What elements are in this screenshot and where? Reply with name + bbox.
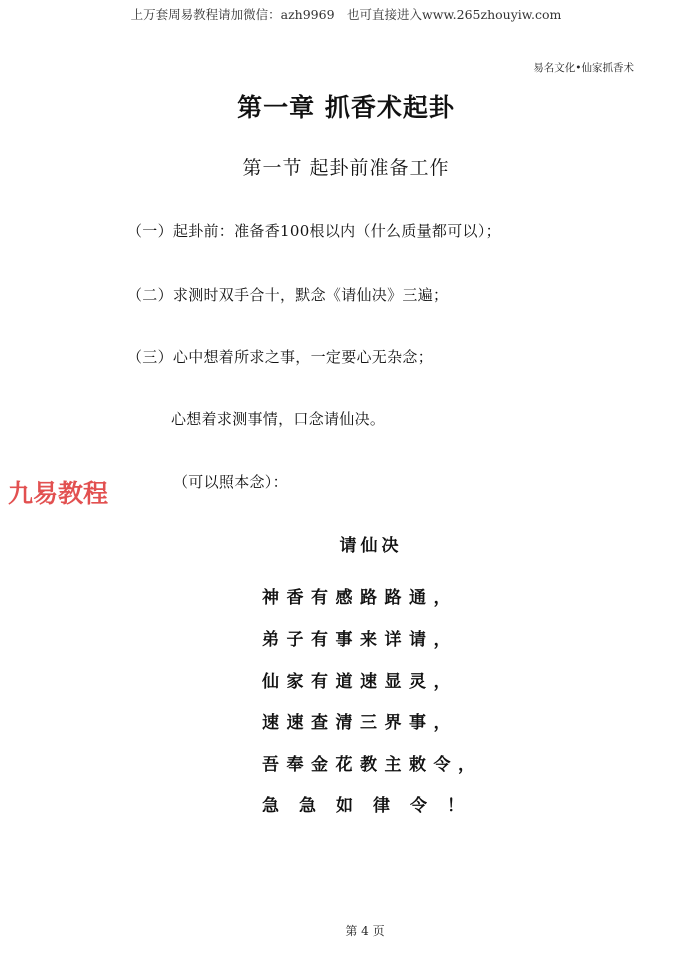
side-watermark-logo: 九易教程	[8, 479, 109, 508]
poem-line-6: 急急如律令！	[262, 796, 484, 816]
page-number: 第 4 页	[345, 924, 385, 938]
section-title: 第一节 起卦前准备工作	[242, 157, 450, 179]
body-line-1: （一）起卦前：准备香100根以内（什么质量都可以）；	[127, 222, 501, 240]
poem-line-5: 吾奉金花教主敕令，	[262, 755, 483, 775]
body-line-5: （可以照本念）：	[173, 473, 288, 491]
poem-line-2: 弟子有事来详请，	[262, 630, 458, 650]
poem-line-4: 速速查清三界事，	[262, 713, 458, 733]
top-watermark-text: 上万套周易教程请加微信：azh9969 也可直接进入www.265zhouyiw.com	[130, 7, 562, 22]
poem-line-3: 仙家有道速显灵，	[262, 672, 458, 692]
poem-line-1: 神香有感路路通，	[262, 588, 458, 608]
body-line-4: 心想着求测事情，口念请仙决。	[171, 410, 386, 428]
poem-title: 请仙决	[339, 536, 403, 556]
body-line-3: （三）心中想着所求之事，一定要心无杂念；	[127, 348, 434, 366]
header-brand: 易名文化•仙家抓香术	[533, 62, 634, 74]
body-line-2: （二）求测时双手合十，默念《请仙决》三遍；	[127, 286, 449, 304]
chapter-title: 第一章 抓香术起卦	[237, 93, 455, 122]
